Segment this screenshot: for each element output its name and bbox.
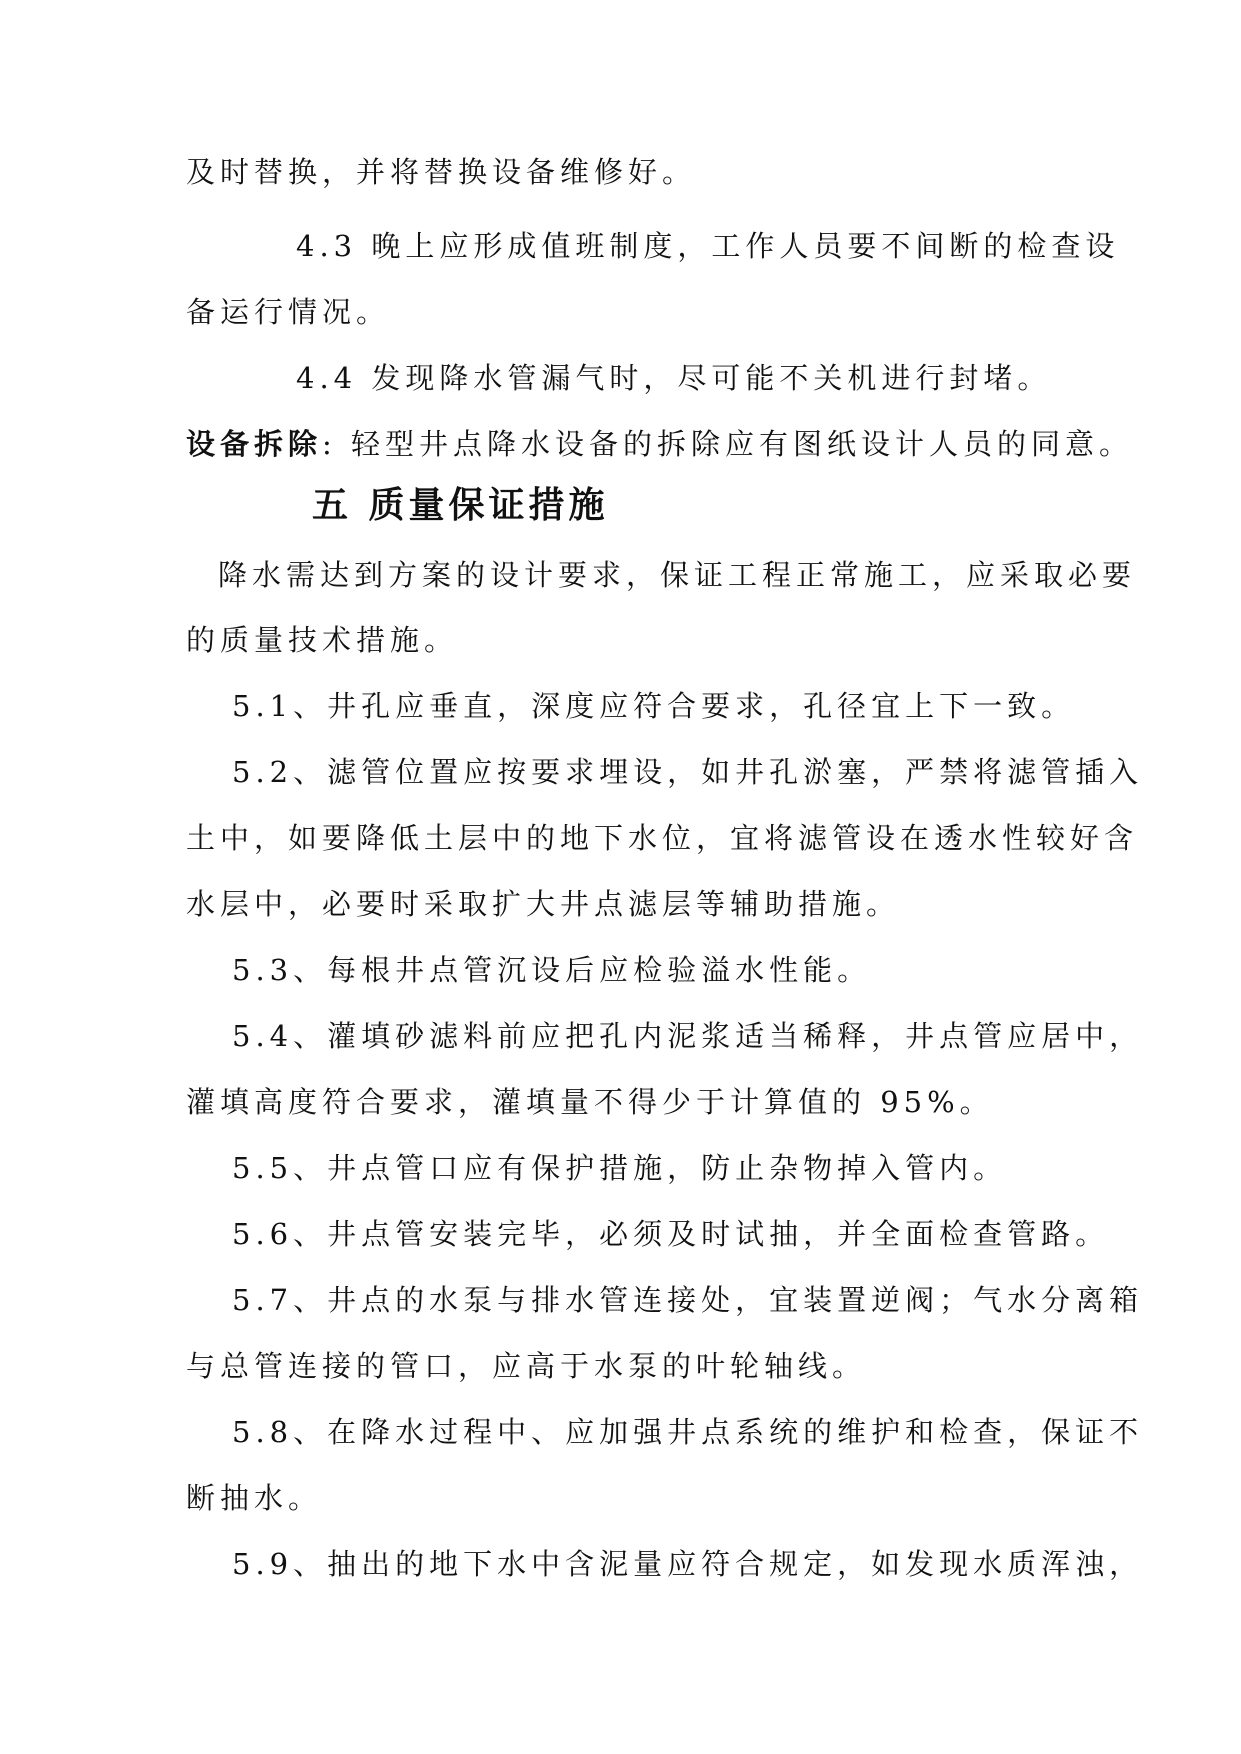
- text-line: 4.4 发现降水管漏气时，尽可能不关机进行封堵。: [296, 361, 1052, 395]
- body-line: 水层中，必要时采取扩大井点滤层等辅助措施。: [186, 887, 901, 921]
- removal-paragraph: [186, 426, 1133, 462]
- removal-text: : 轻型井点降水设备的拆除应有图纸设计人员的同意。: [322, 427, 1134, 461]
- body-line: 5.4、灌填砂滤料前应把孔内泥浆适当稀释，井点管应居中，: [232, 1019, 1144, 1053]
- section-title: 五 质量保证措施: [312, 485, 609, 526]
- body-line: 5.7、井点的水泵与排水管连接处，宜装置逆阀；气水分离箱: [232, 1283, 1144, 1317]
- body-line: 5.8、在降水过程中、应加强井点系统的维护和检查，保证不: [232, 1415, 1144, 1449]
- body-line: 5.2、滤管位置应按要求埋设，如井孔淤塞，严禁将滤管插入: [232, 755, 1144, 789]
- text-line: 及时替换，并将替换设备维修好。: [186, 155, 697, 189]
- body-line: 5.3、每根井点管沉设后应检验溢水性能。: [232, 953, 872, 987]
- body-line: 断抽水。: [186, 1481, 323, 1515]
- body-line: 土中，如要降低土层中的地下水位，宜将滤管设在透水性较好含: [186, 821, 1139, 855]
- body-line: 5.5、井点管口应有保护措施，防止杂物掉入管内。: [232, 1151, 1008, 1185]
- body-line: 灌填高度符合要求，灌填量不得少于计算值的 95%。: [186, 1085, 994, 1119]
- body-line: 与总管连接的管口，应高于水泵的叶轮轴线。: [186, 1349, 867, 1383]
- body-line: 5.1、井孔应垂直，深度应符合要求，孔径宜上下一致。: [232, 689, 1076, 723]
- removal-term: 设备拆除: [186, 427, 323, 461]
- body-line: 5.9、抽出的地下水中含泥量应符合规定，如发现水质浑浊，: [232, 1547, 1144, 1581]
- text-line: 4.3 晚上应形成值班制度，工作人员要不间断的检查设: [296, 229, 1120, 263]
- text-line: 备运行情况。: [186, 295, 391, 329]
- body-line: 5.6、井点管安装完毕，必须及时试抽，并全面检查管路。: [232, 1217, 1110, 1251]
- body-line: 降水需达到方案的设计要求，保证工程正常施工，应采取必要: [218, 558, 1137, 592]
- body-line: 的质量技术措施。: [186, 623, 459, 657]
